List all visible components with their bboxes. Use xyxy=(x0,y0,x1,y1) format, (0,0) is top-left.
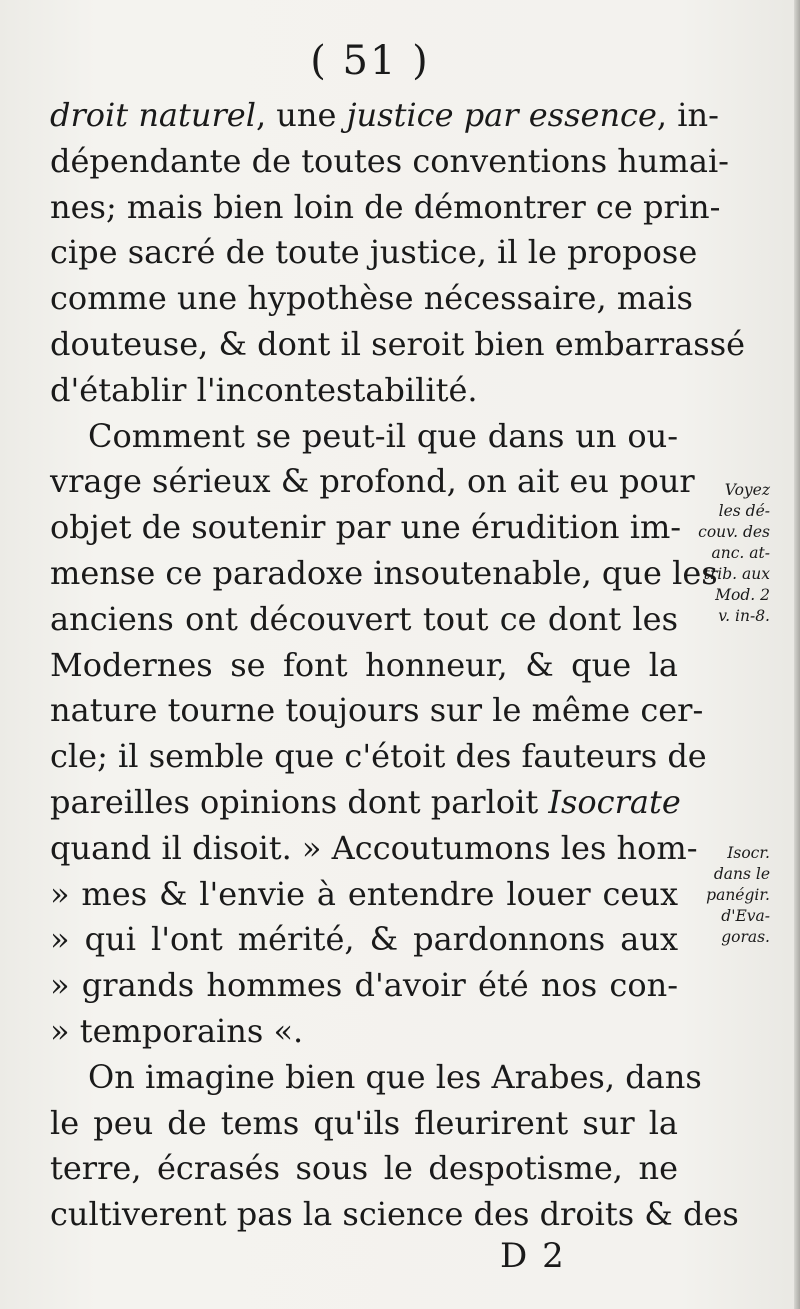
margin-note-line: trib. aux xyxy=(703,565,770,583)
signature-mark: D 2 xyxy=(500,1236,566,1276)
margin-note-line: panégir. xyxy=(706,886,770,904)
margin-note-line: Isocr. xyxy=(727,844,770,862)
text-line-17: quand il disoit. » Accoutumons les hom- xyxy=(50,828,698,867)
text-line-3: nes; mais bien loin de démontrer ce prin- xyxy=(50,187,721,226)
margin-note-line: v. in-8. xyxy=(718,607,770,625)
text-line-11: mense ce paradoxe insoutenable, que les xyxy=(50,553,718,592)
text-line-8: Comment se peut-il que dans un ou- xyxy=(88,416,678,455)
text-line-9: vrage sérieux & profond, on ait eu pour xyxy=(50,462,695,501)
margin-note-line: dans le xyxy=(713,865,770,883)
margin-note-line: les dé- xyxy=(718,502,770,520)
page-edge-shadow xyxy=(794,0,800,1309)
text-line-20: » grands hommes d'avoir été nos con- xyxy=(50,966,678,1005)
text-line-14: nature tourne toujours sur le même cer- xyxy=(50,691,704,730)
text-line-4: cipe sacré de toute justice, il le propose xyxy=(50,233,698,272)
margin-note-line: Voyez xyxy=(724,481,770,499)
text-line-13: Modernes se font honneur, & que la xyxy=(50,645,678,684)
margin-note-voyez xyxy=(682,480,770,627)
text-line-2: dépendante de toutes conventions humai- xyxy=(50,141,729,180)
text-line-16: pareilles opinions dont parloit Isocrate xyxy=(50,782,681,821)
text-line-7: d'établir l'incontestabilité. xyxy=(50,370,478,409)
text-line-10: objet de soutenir par une érudition im- xyxy=(50,508,682,547)
text-line-18: » mes & l'envie à entendre louer ceux xyxy=(50,874,678,913)
margin-note-line: Mod. 2 xyxy=(715,586,770,604)
text-line-22: On imagine bien que les Arabes, dans xyxy=(88,1057,702,1096)
page-number: ( 51 ) xyxy=(310,38,430,84)
text-line-15: cle; il semble que c'étoit des fauteurs de xyxy=(50,737,707,776)
margin-note-isocrate xyxy=(682,843,770,948)
margin-note-line: couv. des xyxy=(698,523,770,541)
text-line-6: douteuse, & dont il seroit bien embarrassé xyxy=(50,324,746,363)
text-line-21: » temporains «. xyxy=(50,1011,304,1050)
margin-note-line: goras. xyxy=(721,928,770,946)
text-line-24: terre, écrasés sous le despotisme, ne xyxy=(50,1149,678,1188)
text-line-23: le peu de tems qu'ils fleurirent sur la xyxy=(50,1103,678,1142)
text-line-5: comme une hypothèse nécessaire, mais xyxy=(50,279,693,318)
text-line-25: cultiverent pas la science des droits & des xyxy=(50,1195,739,1234)
text-line-1: droit naturel, une justice par essence, in- xyxy=(50,96,719,134)
text-line-12: anciens ont découvert tout ce dont les xyxy=(50,599,678,638)
margin-note-line: anc. at- xyxy=(711,544,770,562)
text-line-19: » qui l'ont mérité, & pardonnons aux xyxy=(50,920,678,959)
margin-note-line: d'Eva- xyxy=(721,907,770,925)
